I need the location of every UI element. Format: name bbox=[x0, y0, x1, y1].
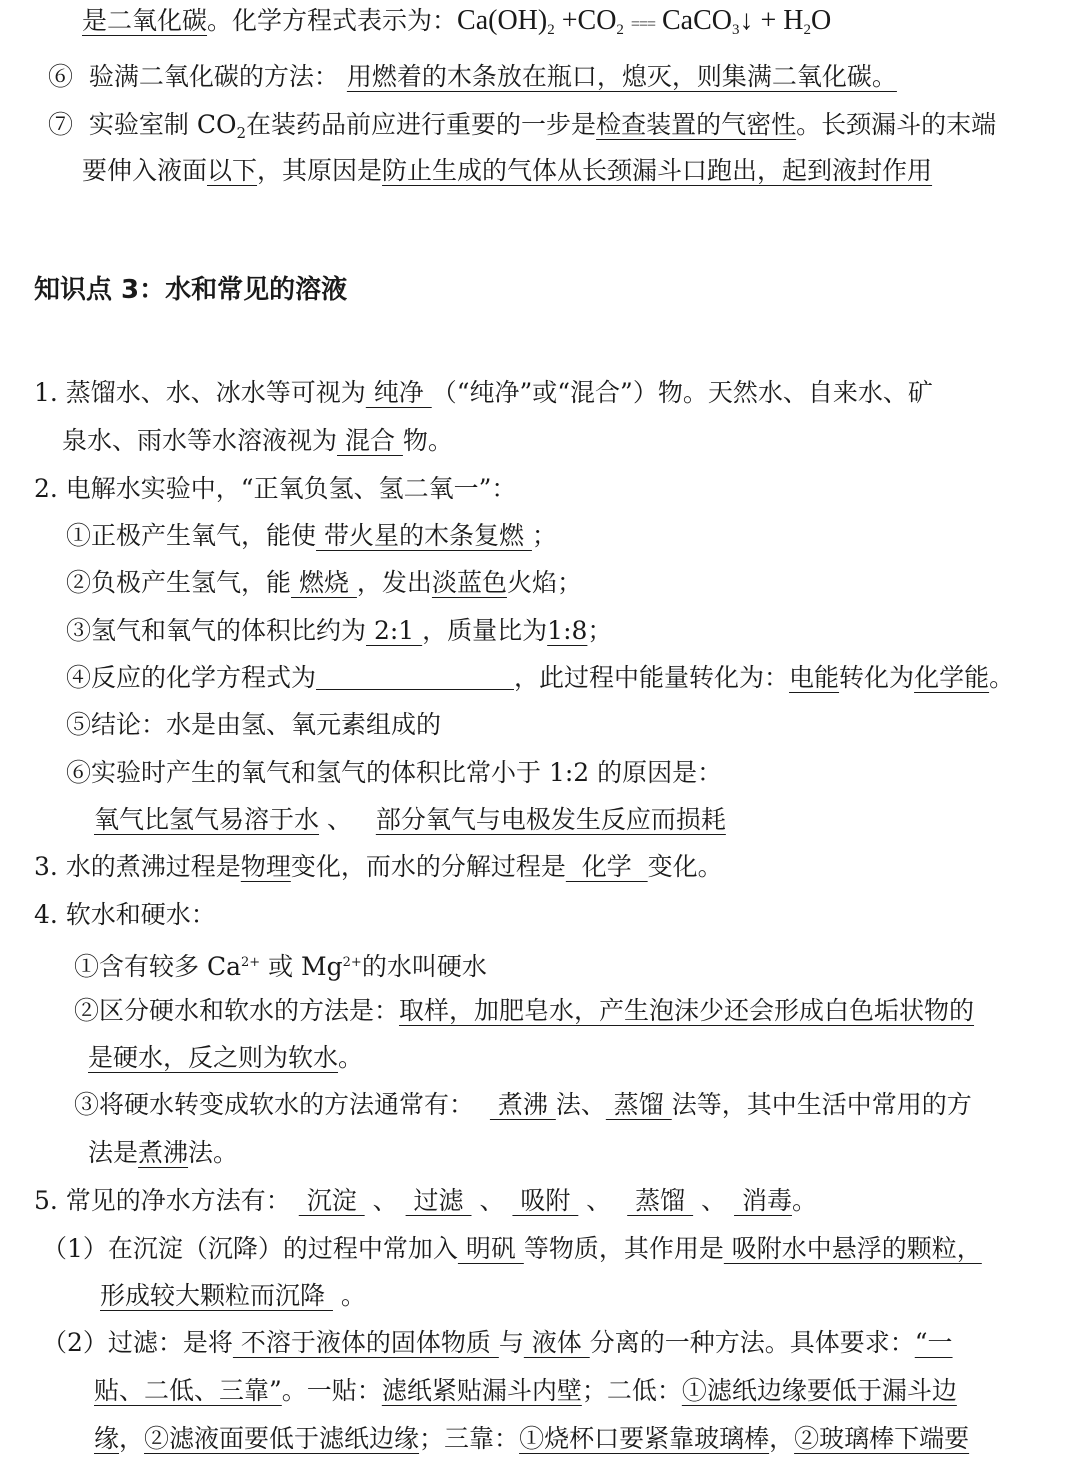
doc-line-07 bbox=[34, 474, 516, 504]
answer-blank: 过滤 bbox=[405, 1186, 472, 1215]
line-text: 3. 水的煮沸过程是 bbox=[34, 852, 241, 881]
answer-blank: 氧气比氢气易溶于水 bbox=[94, 805, 320, 834]
answer-blank: 混合 bbox=[337, 426, 403, 455]
line-text: ，其原因是 bbox=[257, 156, 383, 185]
answer-blank: 取样，加肥皂水，产生泡沫少还会形成白色垢状物的 bbox=[399, 996, 975, 1025]
line-text: ⑤结论：水是由氢、氧元素组成的 bbox=[66, 710, 442, 739]
answer-blank: 淡蓝色 bbox=[431, 568, 507, 597]
line-text: 、 bbox=[372, 1186, 398, 1215]
answer-blank: 是硬水，反之则为软水 bbox=[88, 1043, 339, 1072]
line-text: ；二低： bbox=[581, 1376, 682, 1405]
doc-line-08 bbox=[66, 521, 557, 551]
answer-blank: 1:8 bbox=[547, 616, 588, 645]
answer-blank: 吸附水中悬浮的颗粒， bbox=[723, 1234, 982, 1263]
line-text: 泉水、雨水等水溶液视为 bbox=[62, 426, 338, 455]
answer-blank: 煮沸 bbox=[489, 1090, 556, 1119]
line-text: 法。 bbox=[188, 1138, 239, 1167]
line-text: 。长颈漏斗的末端 bbox=[796, 110, 997, 139]
line-text: 、 bbox=[319, 805, 360, 834]
line-text: 等物质，其作用是 bbox=[523, 1234, 724, 1263]
answer-blank: 蒸馏 bbox=[627, 1186, 694, 1215]
line-text: 法是 bbox=[88, 1138, 139, 1167]
doc-line-14 bbox=[94, 805, 726, 835]
doc-line-16 bbox=[34, 900, 216, 930]
doc-line-06 bbox=[62, 426, 453, 456]
answer-blank: 吸附 bbox=[512, 1186, 579, 1215]
doc-line-21 bbox=[88, 1138, 238, 1168]
line-text: 变化。 bbox=[647, 852, 723, 881]
line-text: ④反应的化学方程式为 bbox=[66, 663, 317, 692]
answer-blank: 防止生成的气体从长颈漏斗口跑出，起到液封作用 bbox=[382, 156, 933, 185]
line-text: ③氢气和氧气的体积比约为 bbox=[66, 616, 367, 645]
doc-line-25 bbox=[42, 1328, 953, 1358]
doc-line-10 bbox=[66, 616, 612, 646]
item-number: ⑥ bbox=[48, 62, 74, 91]
answer-blank: 缘 bbox=[94, 1424, 120, 1453]
line-text: ②负极产生氢气，能 bbox=[66, 568, 292, 597]
line-text: ； bbox=[587, 616, 613, 645]
line-text: 物。 bbox=[402, 426, 453, 455]
line-text: 、 bbox=[586, 1186, 612, 1215]
answer-blank: 化学能 bbox=[914, 663, 990, 692]
line-text: ①含有较多 Ca bbox=[74, 952, 241, 981]
line-text: 。一贴： bbox=[281, 1376, 382, 1405]
line-text: ，发出 bbox=[356, 568, 432, 597]
line-text: ②区分硬水和软水的方法是： bbox=[74, 996, 400, 1025]
doc-line-19 bbox=[88, 1043, 363, 1073]
line-text: ， bbox=[119, 1424, 145, 1453]
line-text: （2）过滤：是将 bbox=[42, 1328, 233, 1357]
answer-blank: ①烧杯口要紧靠玻璃棒 bbox=[519, 1424, 770, 1453]
answer-blank: 煮沸 bbox=[138, 1138, 189, 1167]
answer-blank: 纯净 bbox=[365, 378, 432, 407]
line-text: ，质量比为 bbox=[422, 616, 548, 645]
line-text: 验满二氧化碳的方法： bbox=[88, 62, 339, 91]
line-text: 要伸入液面 bbox=[82, 156, 208, 185]
line-text: （1）在沉淀（沉降）的过程中常加入 bbox=[42, 1234, 458, 1263]
doc-line-12 bbox=[66, 710, 441, 740]
line-text: 。化学方程式表示为： bbox=[207, 6, 458, 35]
answer-blank: 液体 bbox=[523, 1328, 590, 1357]
line-text: （“纯净”或“混合”）物。天然水、自来水、矿 bbox=[431, 378, 933, 407]
answer-blank: 带火星的木条复燃 bbox=[316, 521, 532, 550]
answer-blank: 沉淀 bbox=[298, 1186, 365, 1215]
line-text: 实验室制 CO bbox=[88, 110, 237, 139]
answer-blank: ②玻璃棒下端要 bbox=[794, 1424, 970, 1453]
answer-blank: 滤纸紧贴漏斗内壁 bbox=[381, 1376, 582, 1405]
item-number: ⑦ bbox=[48, 110, 74, 139]
line-text: 5. 常见的净水方法有： bbox=[34, 1186, 291, 1215]
doc-line-27 bbox=[94, 1424, 969, 1454]
answer-blank: 蒸馏 bbox=[605, 1090, 672, 1119]
section-heading: 知识点 3：水和常见的溶液 bbox=[34, 275, 348, 305]
answer-blank: 2:1 bbox=[366, 616, 423, 645]
line-text: 2. 电解水实验中，“正氧负氢、氢二氧一”： bbox=[34, 474, 517, 503]
answer-blank: 贴、二低、三靠” bbox=[94, 1376, 282, 1405]
answer-blank: ②滤液面要低于滤纸边缘 bbox=[144, 1424, 420, 1453]
line-text: 火焰； bbox=[506, 568, 582, 597]
line-text: ；三靠： bbox=[419, 1424, 520, 1453]
line-text: 。 bbox=[338, 1043, 364, 1072]
line-text: 在装药品前应进行重要的一步是 bbox=[246, 110, 597, 139]
line-text: 变化，而水的分解过程是 bbox=[290, 852, 566, 881]
answer-blank: 物理 bbox=[240, 852, 291, 881]
line-text: 法等，其中生活中常用的方 bbox=[671, 1090, 972, 1119]
line-text: 。 bbox=[340, 1281, 366, 1310]
line-text: 分离的一种方法。具体要求： bbox=[589, 1328, 915, 1357]
answer-blank: 是二氧化碳 bbox=[82, 6, 208, 35]
line-text: ，此过程中能量转化为： bbox=[514, 663, 790, 692]
empty-answer-blank bbox=[316, 665, 514, 690]
line-text: ， bbox=[769, 1424, 795, 1453]
doc-line-03: ⑦ 实验室制 $CO_2$在装药品前应进行重要的一步是检查装置的气密性。长颈漏斗的末端 bbox=[48, 110, 997, 142]
doc-line-15 bbox=[34, 852, 723, 882]
answer-blank: “一 bbox=[914, 1328, 953, 1357]
doc-line-24 bbox=[100, 1281, 366, 1311]
line-text: 的水叫硬水 bbox=[361, 952, 487, 981]
line-text: 。 bbox=[791, 1186, 817, 1215]
line-text: 、 bbox=[479, 1186, 505, 1215]
answer-blank: 用燃着的木条放在瓶口，熄灭，则集满二氧化碳。 bbox=[346, 62, 897, 91]
answer-blank: 不溶于液体的固体物质 bbox=[232, 1328, 499, 1357]
line-text: 1. 蒸馏水、水、冰水等可视为 bbox=[34, 378, 366, 407]
line-text: 转化为 bbox=[839, 663, 915, 692]
doc-line-18 bbox=[74, 996, 974, 1026]
line-text: ①正极产生氧气，能使 bbox=[66, 521, 317, 550]
answer-blank: 燃烧 bbox=[291, 568, 357, 597]
doc-line-05 bbox=[34, 378, 933, 408]
doc-line-04 bbox=[82, 156, 932, 186]
chemical-equation: $Ca(OH)_2 +CO_2$ === CaCO$_3$↓ + $H_2O$ bbox=[457, 5, 832, 38]
answer-blank: 部分氧气与电极发生反应而损耗 bbox=[375, 805, 726, 834]
answer-blank: ①滤纸边缘要低于漏斗边 bbox=[681, 1376, 957, 1405]
answer-blank: 以下 bbox=[207, 156, 258, 185]
answer-blank: 电能 bbox=[789, 663, 840, 692]
line-text: 与 bbox=[498, 1328, 524, 1357]
doc-line-20 bbox=[74, 1090, 972, 1120]
answer-blank: 形成较大颗粒而沉降 bbox=[100, 1281, 333, 1310]
line-text: ③将硬水转变成软水的方法通常有： bbox=[74, 1090, 475, 1119]
line-text: 法、 bbox=[555, 1090, 606, 1119]
line-text: ； bbox=[531, 521, 557, 550]
line-text: 4. 软水和硬水： bbox=[34, 900, 216, 929]
answer-blank: 明矾 bbox=[457, 1234, 524, 1263]
doc-line-02 bbox=[48, 62, 897, 92]
doc-line-13 bbox=[66, 758, 722, 788]
doc-line-23 bbox=[42, 1234, 982, 1264]
line-text: ⑥实验时产生的氧气和氢气的体积比常小于 1:2 的原因是： bbox=[66, 758, 723, 787]
doc-line-22 bbox=[34, 1186, 817, 1216]
doc-line-17: ①含有较多 $Ca^{2+}$ 或 $Mg^{2+}$的水叫硬水 bbox=[74, 952, 487, 981]
line-text: 或 Mg bbox=[260, 952, 343, 981]
line-text: 。 bbox=[989, 663, 1015, 692]
doc-line-26 bbox=[94, 1376, 957, 1406]
doc-line-01 bbox=[82, 6, 831, 45]
doc-line-11 bbox=[66, 663, 1014, 693]
line-text: 、 bbox=[701, 1186, 727, 1215]
answer-blank: 检查装置的气密性 bbox=[596, 110, 797, 139]
answer-blank: 化学 bbox=[565, 852, 648, 881]
answer-blank: 消毒 bbox=[734, 1186, 792, 1215]
doc-line-09 bbox=[66, 568, 582, 598]
